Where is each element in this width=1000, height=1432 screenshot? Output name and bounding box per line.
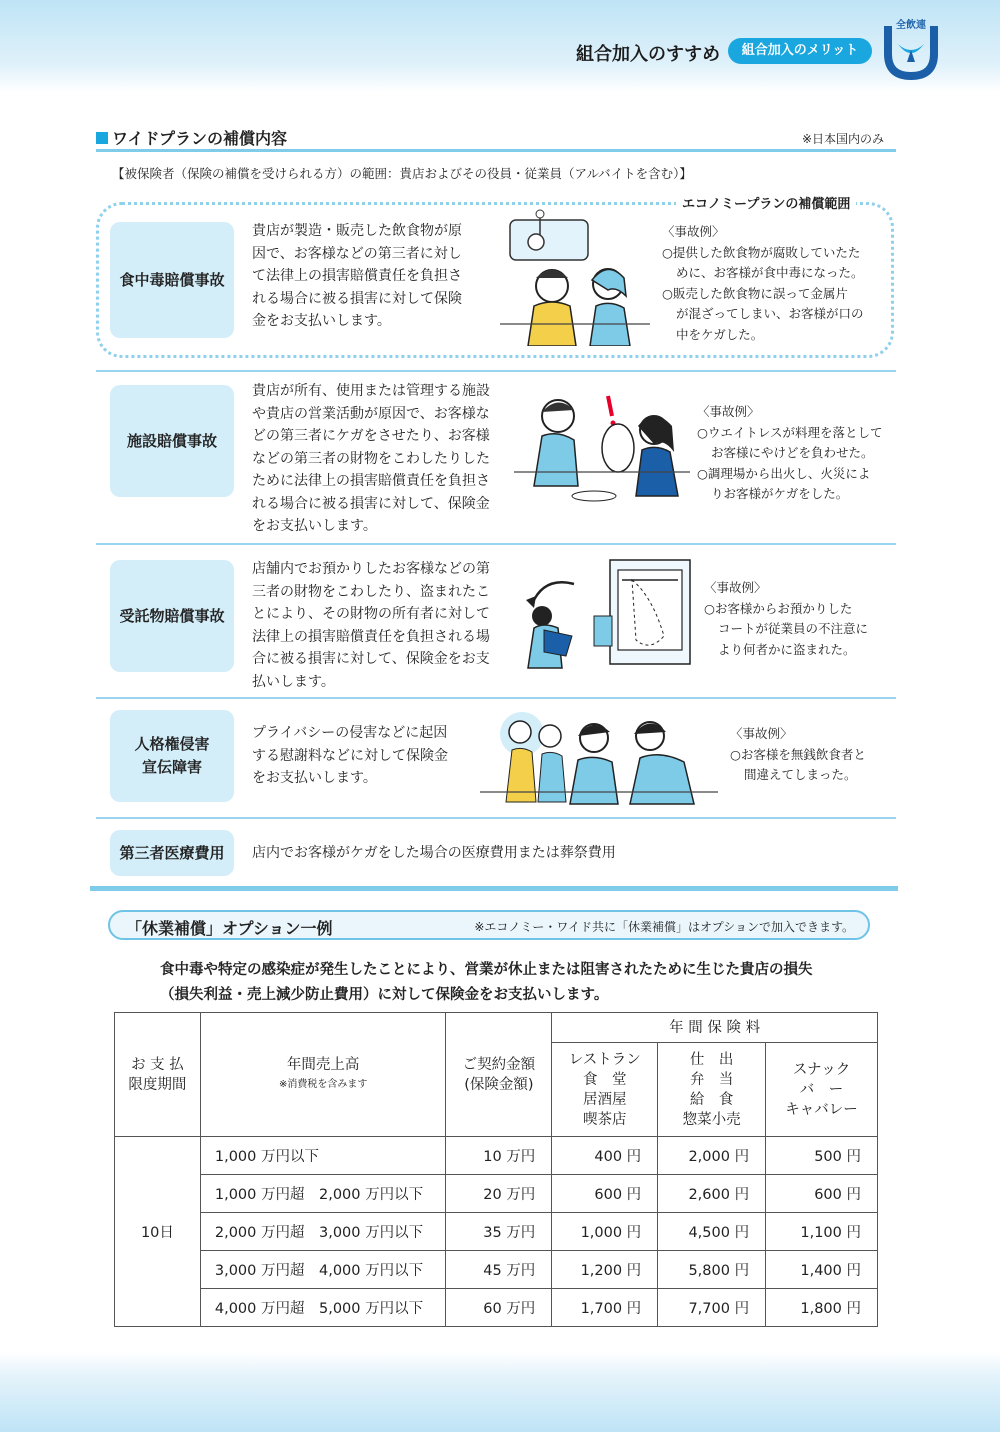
header-text: 年間売上高 <box>286 1056 360 1073</box>
case-line: ○販売した飲食物に誤って金属片 <box>662 285 848 301</box>
cell-snack: 600 円 <box>766 1175 878 1213</box>
logo-text: 全飲連 <box>896 20 926 31</box>
case-heading: 〈事故例〉 <box>662 224 725 239</box>
cell-bento: 5,800 円 <box>658 1251 766 1289</box>
case-line: 中をケガした。 <box>676 326 764 342</box>
insured-scope: 【被保険者（保険の補償を受けられる方）の範囲：貴店およびその役員・従業員（アルバイトを含む）】 <box>112 166 692 181</box>
cell-snack: 1,800 円 <box>766 1289 878 1327</box>
cell-sales: 1,000 万円超 2,000 万円以下 <box>200 1175 446 1213</box>
square-bullet-icon <box>96 132 108 144</box>
category-personality-rights <box>110 710 234 802</box>
header-badge: 組合加入のメリット <box>728 38 872 64</box>
cell-amount: 20 万円 <box>446 1175 552 1213</box>
row-divider <box>96 697 896 699</box>
desc-line: とにより、その財物の所有者に対して <box>252 606 490 622</box>
cell-bento: 7,700 円 <box>658 1289 766 1327</box>
row-divider <box>96 370 896 372</box>
category-entrusted-property <box>110 560 234 672</box>
desc-line: 貴店が製造・販売した飲食物が原 <box>252 223 462 239</box>
cell-restaurant: 1,200 円 <box>552 1251 658 1289</box>
desc-line: 因で、お客様などの第三者に対し <box>252 245 462 262</box>
header-note: ※消費税を含みます <box>278 1078 368 1090</box>
header-text: バ ー <box>799 1081 844 1098</box>
option-header <box>108 910 870 940</box>
cell-restaurant: 400 円 <box>552 1137 658 1175</box>
option-title: 「休業補償」オプション一例 <box>126 919 333 938</box>
case-entrusted-property <box>704 578 868 660</box>
category-label: 受託物賠償事故 <box>119 606 225 625</box>
case-line: お客様にやけどを負わせた。 <box>711 445 874 460</box>
cell-period: 10日 <box>115 1137 201 1327</box>
desc-line: どの第三者にケガをさせたり、お客様 <box>252 428 490 444</box>
category-label: 施設賠償事故 <box>126 431 217 450</box>
desc-line: ために法律上の損害賠償責任を負担さ <box>252 473 490 489</box>
economy-plan-label: エコノミープランの補償範囲 <box>676 193 856 212</box>
description-facility-liability <box>252 380 490 538</box>
header-annual-premium: 年 間 保 険 料 <box>552 1013 878 1043</box>
desc-line: などの第三者の財物をこわしたりした <box>252 450 490 467</box>
header-period <box>115 1013 201 1137</box>
category-label: 宣伝障害 <box>141 758 202 776</box>
case-personality-rights <box>730 724 866 786</box>
case-line: が混ざってしまい、お客様が口の <box>676 306 864 321</box>
desc-line: プライバシーの侵害などに起因 <box>252 725 448 741</box>
header-text: 仕 出 <box>689 1051 734 1068</box>
row-divider <box>96 543 896 545</box>
cell-snack: 500 円 <box>766 1137 878 1175</box>
cell-sales: 4,000 万円超 5,000 万円以下 <box>200 1289 446 1327</box>
desc-line: 法律上の損害賠償責任を負担される場 <box>252 628 490 645</box>
header-text: 惣菜小売 <box>682 1111 741 1128</box>
cell-sales: 2,000 万円超 3,000 万円以下 <box>200 1213 446 1251</box>
header-text: 限度期間 <box>128 1076 187 1093</box>
desc-line: れる場合に被る損害に対して、保険金 <box>252 495 490 512</box>
cell-snack: 1,100 円 <box>766 1213 878 1251</box>
description-food-poisoning <box>252 220 462 333</box>
false-accusation-illustration <box>480 706 718 810</box>
case-line: ○ウエイトレスが料理を落として <box>697 424 883 440</box>
case-line: りお客様がケガをした。 <box>711 486 849 501</box>
description-third-party-medical <box>252 842 616 865</box>
header-contract-amount <box>446 1013 552 1137</box>
cell-sales: 3,000 万円超 4,000 万円以下 <box>200 1251 446 1289</box>
header-text: スナック <box>792 1061 851 1078</box>
category-label: 食中毒賠償事故 <box>119 270 225 289</box>
header-restaurant <box>552 1043 658 1137</box>
header-text: レストラン <box>568 1051 641 1068</box>
section-header <box>96 126 896 152</box>
coat-theft-illustration <box>514 556 694 680</box>
footer-band <box>0 1352 1000 1432</box>
description-personality-rights <box>252 722 448 790</box>
cell-snack: 1,400 円 <box>766 1251 878 1289</box>
desc-line: をお支払いします。 <box>252 518 377 534</box>
case-line: ○調理場から出火し、火災によ <box>697 465 871 481</box>
cell-bento: 2,000 円 <box>658 1137 766 1175</box>
cell-restaurant: 1,000 円 <box>552 1213 658 1251</box>
cell-bento: 4,500 円 <box>658 1213 766 1251</box>
header-text: キャバレー <box>785 1101 858 1118</box>
option-note: ※エコノミー・ワイド共に「休業補償」はオプションで加入できます。 <box>474 920 854 934</box>
description-entrusted-property <box>252 558 490 693</box>
header-text: 居酒屋 <box>582 1091 627 1108</box>
desc-line: れる場合に被る損害に対して保険 <box>252 290 462 307</box>
case-line: めに、お客様が食中毒になった。 <box>676 265 864 280</box>
case-line: 間違えてしまった。 <box>744 767 857 782</box>
case-heading: 〈事故例〉 <box>730 726 793 741</box>
section-title-text: ワイドプランの補償内容 <box>112 129 288 148</box>
table-row <box>115 1175 878 1213</box>
header-text: (保険金額) <box>464 1076 534 1093</box>
cell-sales: 1,000 万円以下 <box>200 1137 446 1175</box>
facility-accident-illustration <box>514 386 690 510</box>
case-line: ○提供した飲食物が腐敗していたた <box>662 244 861 260</box>
option-desc-line: 食中毒や特定の感染症が発生したことにより、営業が休止または阻害されたために生じた貴店の損失 <box>160 962 813 978</box>
association-logo <box>880 14 942 82</box>
header-snack <box>766 1043 878 1137</box>
cell-bento: 2,600 円 <box>658 1175 766 1213</box>
category-label: 第三者医療費用 <box>119 843 225 862</box>
header-text: ご契約金額 <box>462 1056 536 1073</box>
case-line: より何者かに盗まれた。 <box>718 641 856 657</box>
case-heading: 〈事故例〉 <box>697 404 760 419</box>
desc-line: 払いします。 <box>252 673 335 690</box>
desc-line: 店舗内でお預かりしたお客様などの第 <box>252 561 490 577</box>
header-text: お 支 払 <box>131 1056 184 1073</box>
cell-amount: 10 万円 <box>446 1137 552 1175</box>
desc-line: や貴店の営業活動が原因で、お客様な <box>252 405 490 422</box>
header-bento <box>658 1043 766 1137</box>
row-divider <box>96 817 896 819</box>
section-divider <box>90 886 898 891</box>
desc-line: 貴店が所有、使用または管理する施設 <box>252 383 490 399</box>
desc-line: 三者の財物をこわしたり、盗まれたこ <box>252 583 490 600</box>
option-description <box>160 958 813 1008</box>
header-text: 弁 当 <box>689 1071 734 1088</box>
table-row <box>115 1213 878 1251</box>
desc-line: をお支払いします。 <box>252 770 377 786</box>
desc-line: 店内でお客様がケガをした場合の医療費用または葬祭費用 <box>252 845 616 861</box>
premium-table <box>114 1012 878 1327</box>
desc-line: 金をお支払いします。 <box>252 313 391 329</box>
cell-amount: 60 万円 <box>446 1289 552 1327</box>
cell-amount: 35 万円 <box>446 1213 552 1251</box>
cell-restaurant: 1,700 円 <box>552 1289 658 1327</box>
section-title <box>96 126 287 149</box>
option-desc-line: （損失利益・売上減少防止費用）に対して保険金をお支払いします。 <box>160 987 609 1003</box>
page-title: 組合加入のすすめ <box>576 44 721 65</box>
cell-restaurant: 600 円 <box>552 1175 658 1213</box>
table-row <box>115 1289 878 1327</box>
case-line: ○お客様からお預かりした <box>704 600 853 616</box>
header-annual-sales <box>200 1013 446 1137</box>
desc-line: する慰謝料などに対して保険金 <box>252 747 448 764</box>
case-heading: 〈事故例〉 <box>704 580 767 595</box>
category-label: 人格権侵害 <box>134 735 210 753</box>
category-third-party-medical <box>110 830 234 876</box>
header-text: 喫茶店 <box>582 1111 627 1128</box>
case-line: コートが従業員の不注意に <box>718 621 869 636</box>
header-text: 給 食 <box>689 1091 734 1108</box>
header-text: 食 堂 <box>582 1071 627 1088</box>
table-row <box>115 1137 878 1175</box>
food-poisoning-illustration <box>500 206 650 350</box>
desc-line: て法律上の損害賠償責任を負担さ <box>252 268 462 284</box>
case-line: ○お客様を無銭飲食者と <box>730 746 866 762</box>
section-note: ※日本国内のみ <box>801 132 884 146</box>
cell-amount: 45 万円 <box>446 1251 552 1289</box>
desc-line: 合に被る損害に対して、保険金をお支 <box>252 651 490 667</box>
category-facility-liability <box>110 385 234 497</box>
case-facility-liability <box>697 402 883 505</box>
category-food-poisoning <box>110 222 234 338</box>
table-row <box>115 1251 878 1289</box>
case-food-poisoning <box>662 222 864 345</box>
